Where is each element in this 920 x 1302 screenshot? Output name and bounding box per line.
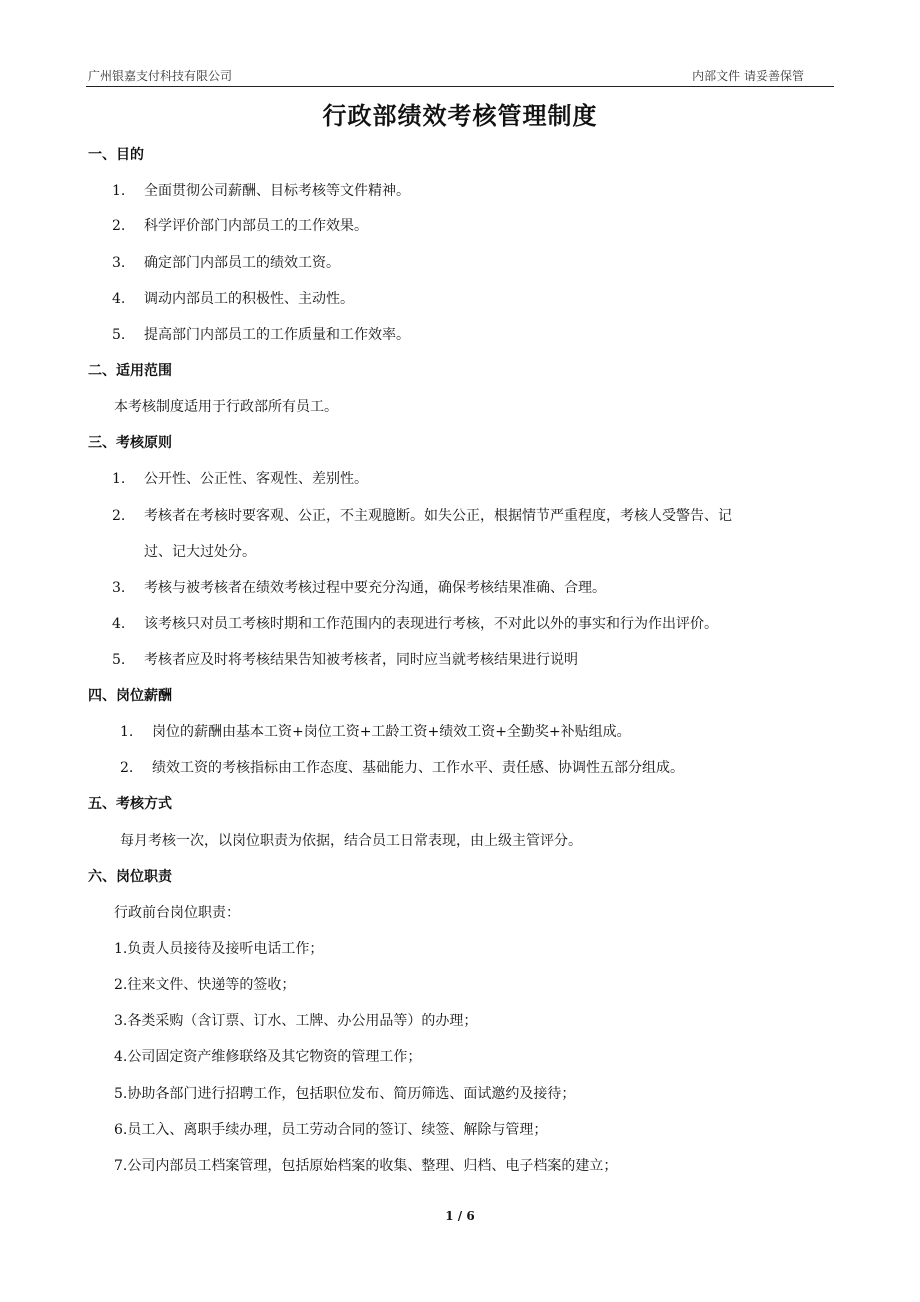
duty-item: 5.协助各部门进行招聘工作，包括职位发布、简历筛选、面试邀约及接待； [114, 1086, 576, 1102]
section-heading-duties: 六、岗位职责 [88, 869, 172, 885]
list-number: 1. [112, 183, 126, 199]
list-item: 科学评价部门内部员工的工作效果。 [144, 218, 368, 234]
section-heading-principles: 三、考核原则 [88, 435, 172, 451]
list-item: 确定部门内部员工的绩效工资。 [144, 255, 340, 271]
list-item: 该考核只对员工考核时期和工作范围内的表现进行考核，不对此以外的事实和行为作出评价。 [144, 616, 718, 632]
section-heading-scope: 二、适用范围 [88, 363, 172, 379]
list-item: 绩效工资的考核指标由工作态度、基础能力、工作水平、责任感、协调性五部分组成。 [152, 760, 684, 776]
list-number: 2. [112, 218, 126, 234]
list-number: 4. [112, 616, 126, 632]
section-heading-salary: 四、岗位薪酬 [88, 688, 172, 704]
list-item: 考核与被考核者在绩效考核过程中要充分沟通，确保考核结果准确、合理。 [144, 580, 606, 596]
header-company: 广州银嘉支付科技有限公司 [88, 69, 233, 83]
list-item: 岗位的薪酬由基本工资+岗位工资+工龄工资+绩效工资+全勤奖+补贴组成。 [152, 724, 631, 740]
duty-item: 3.各类采购（含订票、订水、工牌、办公用品等）的办理； [114, 1013, 478, 1029]
list-item-continuation: 过、记大过处分。 [144, 544, 256, 560]
page-number: 1 / 6 [445, 1209, 475, 1223]
list-number: 1. [120, 724, 134, 740]
duty-item: 4.公司固定资产维修联络及其它物资的管理工作； [114, 1049, 422, 1065]
duty-item: 6.员工入、离职手续办理，员工劳动合同的签订、续签、解除与管理； [114, 1122, 548, 1138]
list-item: 全面贯彻公司薪酬、目标考核等文件精神。 [144, 183, 410, 199]
page-header [86, 64, 834, 87]
header-notice: 内部文件 请妥善保管 [692, 69, 804, 83]
document-title: 行政部绩效考核管理制度 [322, 102, 598, 130]
list-number: 3. [112, 255, 126, 271]
list-number: 1. [112, 471, 126, 487]
list-item: 考核者在考核时要客观、公正，不主观臆断。如失公正，根据情节严重程度，考核人受警告、记 [144, 508, 732, 524]
list-number: 4. [112, 291, 126, 307]
list-item: 考核者应及时将考核结果告知被考核者，同时应当就考核结果进行说明 [144, 652, 578, 668]
list-item: 提高部门内部员工的工作质量和工作效率。 [144, 327, 410, 343]
list-number: 2. [120, 760, 134, 776]
section-heading-method: 五、考核方式 [88, 796, 172, 812]
duties-intro: 行政前台岗位职责： [114, 905, 240, 921]
method-text: 每月考核一次，以岗位职责为依据，结合员工日常表现，由上级主管评分。 [120, 833, 582, 849]
list-item: 调动内部员工的积极性、主动性。 [144, 291, 354, 307]
scope-text: 本考核制度适用于行政部所有员工。 [114, 399, 338, 415]
duty-item: 7.公司内部员工档案管理，包括原始档案的收集、整理、归档、电子档案的建立； [114, 1158, 618, 1174]
list-number: 2. [112, 508, 126, 524]
list-number: 5. [112, 327, 126, 343]
duty-item: 2.往来文件、快递等的签收； [114, 977, 296, 993]
duty-item: 1.负责人员接待及接听电话工作； [114, 941, 324, 957]
list-number: 3. [112, 580, 126, 596]
list-number: 5. [112, 652, 126, 668]
section-heading-purpose: 一、目的 [88, 147, 144, 163]
list-item: 公开性、公正性、客观性、差别性。 [144, 471, 368, 487]
